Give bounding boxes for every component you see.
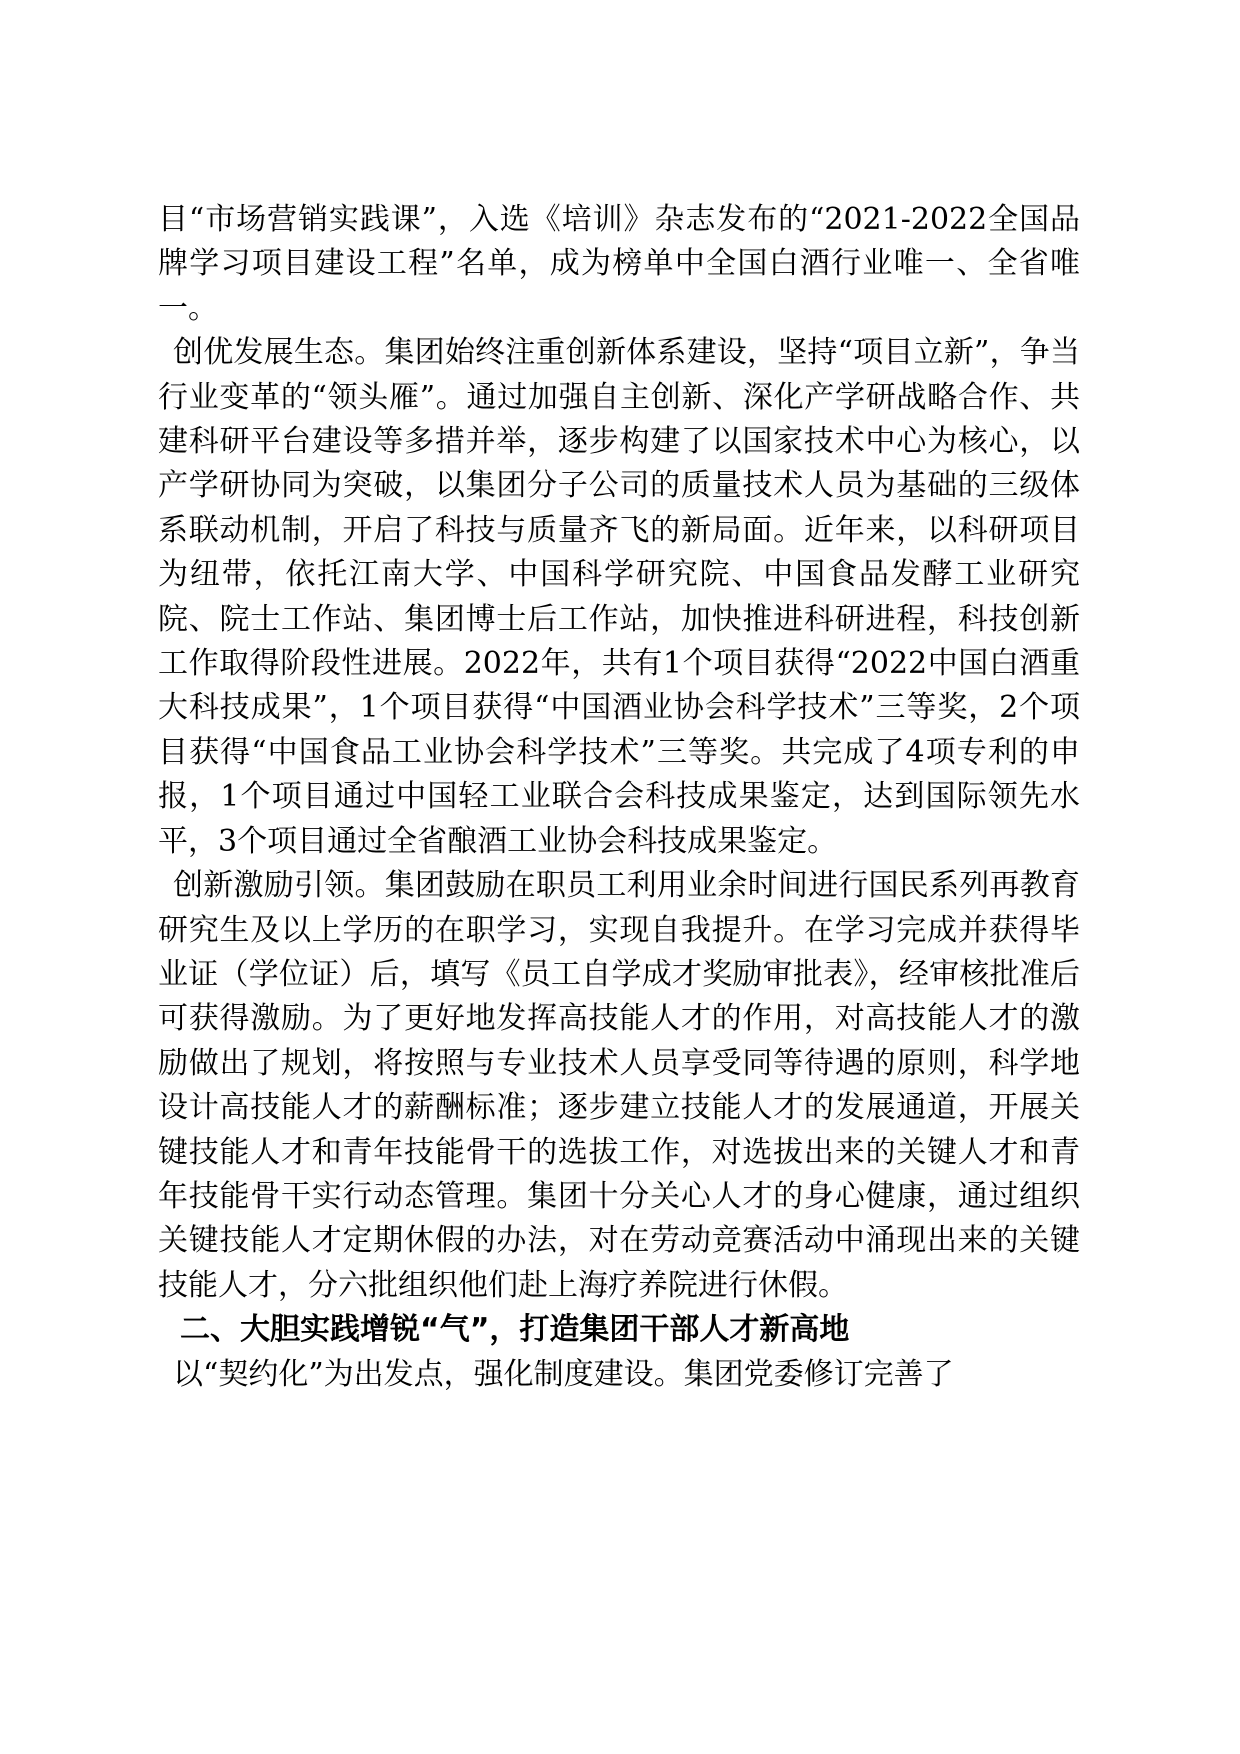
document-page [158,198,1080,1397]
paragraph-continuation: 目“市场营销实践课”，入选《培训》杂志发布的“2021-2022全国品牌学习项目建设工程”名单，成为榜单中全国白酒行业唯一、全省唯一。 [158,202,1080,326]
paragraph-contract-system: 以“契约化”为出发点，强化制度建设。集团党委修订完善了 [173,1356,954,1392]
paragraph-incentive-leadership: 创新激励引领。集团鼓励在职员工利用业余时间进行国民系列再教育研究生及以上学历的在职学习，实现自我提升。在学习完成并获得毕业证（学位证）后，填写《员工自学成才奖励审批表》，经审核批准后可获得激励。为了更好地发挥高技能人才的作用，对高技能人才的激励做出了规划，将按照与专业技术人员享受同等待遇的原则，科学地设计高技能人才的薪酬标准；逐步建立技能人才的发展通道，开展关键技能人才和青年技能骨干的选拔工作，对选拔出来的关键人才和青年技能骨干实行动态管理。集团十分关心人才的身心健康，通过组织关键技能人才定期休假的办法，对在劳动竞赛活动中涌现出来的关键技能人才，分六批组织他们赴上海疗养院进行休假。 [158,868,1080,1303]
paragraph-innovation-ecosystem: 创优发展生态。集团始终注重创新体系建设，坚持“项目立新”，争当行业变革的“领头雁”。通过加强自主创新、深化产学研战略合作、共建科研平台建设等多措并举，逐步构建了以国家技术中心为核心，以产学研协同为突破，以集团分子公司的质量技术人员为基础的三级体系联动机制，开启了科技与质量齐飞的新局面。近年来，以科研项目为纽带，依托江南大学、中国科学研究院、中国食品发酵工业研究院、院士工作站、集团博士后工作站，加快推进科研进程，科技创新工作取得阶段性进展。2022年，共有1个项目获得“2022中国白酒重大科技成果”，1个项目获得“中国酒业协会科学技术”三等奖，2个项目获得“中国食品工业协会科学技术”三等奖。共完成了4项专利的申报，1个项目通过中国轻工业联合会科技成果鉴定，达到国际领先水平，3个项目通过全省酿酒工业协会科技成果鉴定。 [158,335,1080,859]
section-heading: 二、大胆实践增锐“气”，打造集团干部人才新高地 [180,1312,850,1348]
